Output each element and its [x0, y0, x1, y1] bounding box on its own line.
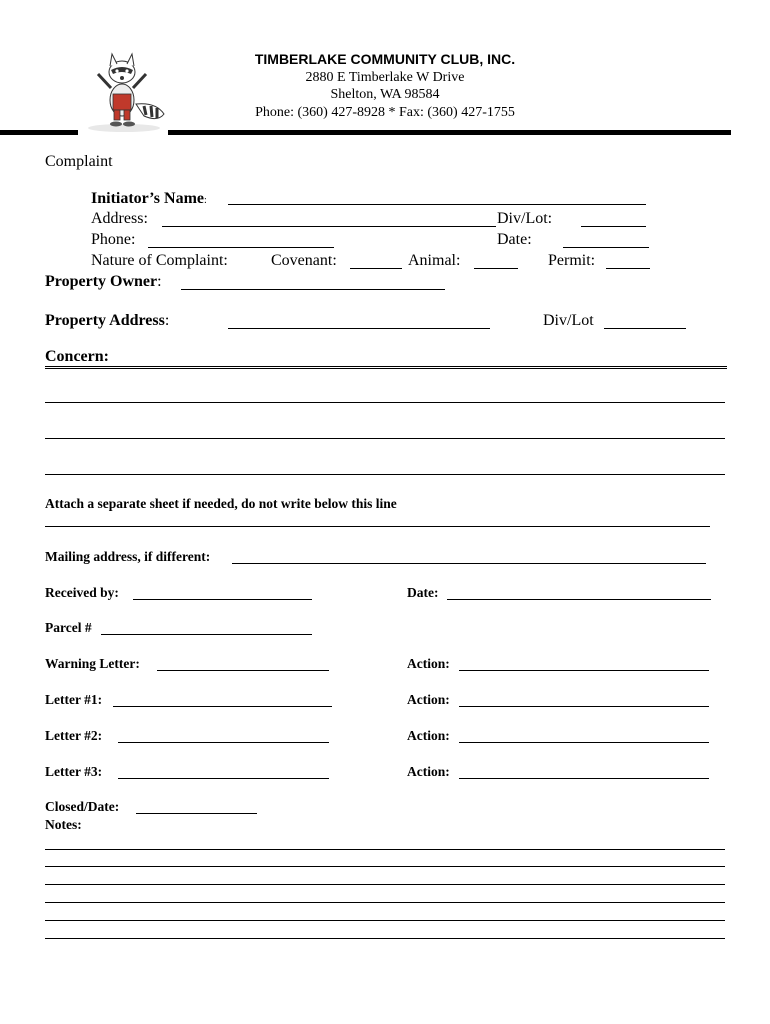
- warning-letter-field[interactable]: [157, 670, 329, 671]
- received-by-field[interactable]: [133, 599, 312, 600]
- header-rule-left: [0, 130, 78, 135]
- property-address-row: [45, 312, 169, 330]
- initiator-address-label: Address:: [91, 210, 148, 227]
- warning-letter-label: Warning Letter:: [45, 656, 140, 671]
- letter1-action-label: Action:: [407, 692, 450, 707]
- warning-action-field[interactable]: [459, 670, 709, 671]
- mailing-label: Mailing address, if different:: [45, 549, 211, 564]
- parcel-label: Parcel #: [45, 620, 92, 635]
- property-owner-row: [45, 273, 162, 291]
- concern-line-1[interactable]: [45, 366, 727, 367]
- notes-line-1[interactable]: [45, 849, 725, 850]
- letter3-action-label: Action:: [407, 764, 450, 779]
- notes-line-5[interactable]: [45, 920, 725, 921]
- property-divlot-field[interactable]: [604, 328, 686, 329]
- initiator-divlot-field[interactable]: [581, 226, 646, 227]
- initiator-phone-label: Phone:: [91, 231, 136, 248]
- initiator-phone-field[interactable]: [148, 247, 334, 248]
- letter3-label: Letter #3:: [45, 764, 103, 779]
- concern-line-4[interactable]: [45, 474, 725, 475]
- property-owner-colon: :: [157, 273, 162, 290]
- letter2-field[interactable]: [118, 742, 329, 743]
- letter3-action-field[interactable]: [459, 778, 709, 779]
- header-rule-right: [168, 130, 731, 135]
- concern-line-2[interactable]: [45, 402, 725, 403]
- initiator-date-field[interactable]: [563, 247, 649, 248]
- covenant-label: Covenant:: [271, 252, 337, 269]
- warning-action-label: Action:: [407, 656, 450, 671]
- org-contact: Phone: (360) 427-8928 * Fax: (360) 427-1755: [255, 105, 515, 120]
- concern-underline-thick: [45, 368, 727, 369]
- notes-line-6[interactable]: [45, 938, 725, 939]
- property-address-colon: :: [164, 312, 170, 329]
- notes-label: Notes:: [45, 817, 82, 832]
- concern-label: Concern:: [45, 348, 109, 365]
- letter1-action-field[interactable]: [459, 706, 709, 707]
- notes-line-2[interactable]: [45, 866, 725, 867]
- initiator-date-label: Date:: [497, 231, 532, 248]
- nature-label: Nature of Complaint:: [91, 252, 228, 269]
- property-owner-field[interactable]: [181, 289, 445, 290]
- attach-note: Attach a separate sheet if needed, do not write below this line: [45, 496, 397, 511]
- form-title: Complaint: [45, 153, 113, 170]
- permit-field[interactable]: [606, 268, 650, 269]
- mailing-field[interactable]: [232, 563, 706, 564]
- letter1-field[interactable]: [113, 706, 332, 707]
- parcel-field[interactable]: [101, 634, 312, 635]
- initiator-divlot-label: Div/Lot:: [497, 210, 553, 227]
- office-divider-line: [45, 526, 710, 527]
- initiator-name-colon: :: [204, 195, 207, 206]
- received-date-label: Date:: [407, 585, 439, 600]
- closed-date-field[interactable]: [136, 813, 257, 814]
- letter2-action-label: Action:: [407, 728, 450, 743]
- initiator-name-field[interactable]: [228, 204, 646, 205]
- notes-line-4[interactable]: [45, 902, 725, 903]
- animal-label: Animal:: [408, 252, 461, 269]
- property-address-field[interactable]: [228, 328, 490, 329]
- org-address-line2: Shelton, WA 98584: [330, 87, 440, 102]
- received-date-field[interactable]: [447, 599, 711, 600]
- received-by-label: Received by:: [45, 585, 119, 600]
- org-address-line1: 2880 E Timberlake W Drive: [305, 70, 465, 85]
- animal-field[interactable]: [474, 268, 518, 269]
- covenant-field[interactable]: [350, 268, 402, 269]
- letter2-label: Letter #2:: [45, 728, 103, 743]
- notes-line-3[interactable]: [45, 884, 725, 885]
- closed-date-label: Closed/Date:: [45, 799, 120, 814]
- letter1-label: Letter #1:: [45, 692, 103, 707]
- initiator-address-field[interactable]: [162, 226, 496, 227]
- property-owner-label: Property Owner: [45, 273, 158, 290]
- letter2-action-field[interactable]: [459, 742, 709, 743]
- initiator-name-row: [91, 190, 207, 208]
- raccoon-mascot-icon: [84, 44, 170, 134]
- letter3-field[interactable]: [118, 778, 329, 779]
- org-name: TIMBERLAKE COMMUNITY CLUB, INC.: [254, 51, 516, 67]
- concern-line-3[interactable]: [45, 438, 725, 439]
- property-address-label: Property Address: [45, 312, 165, 329]
- permit-label: Permit:: [548, 252, 596, 269]
- property-divlot-label: Div/Lot: [543, 312, 594, 329]
- initiator-name-label: Initiator’s Name: [91, 190, 205, 207]
